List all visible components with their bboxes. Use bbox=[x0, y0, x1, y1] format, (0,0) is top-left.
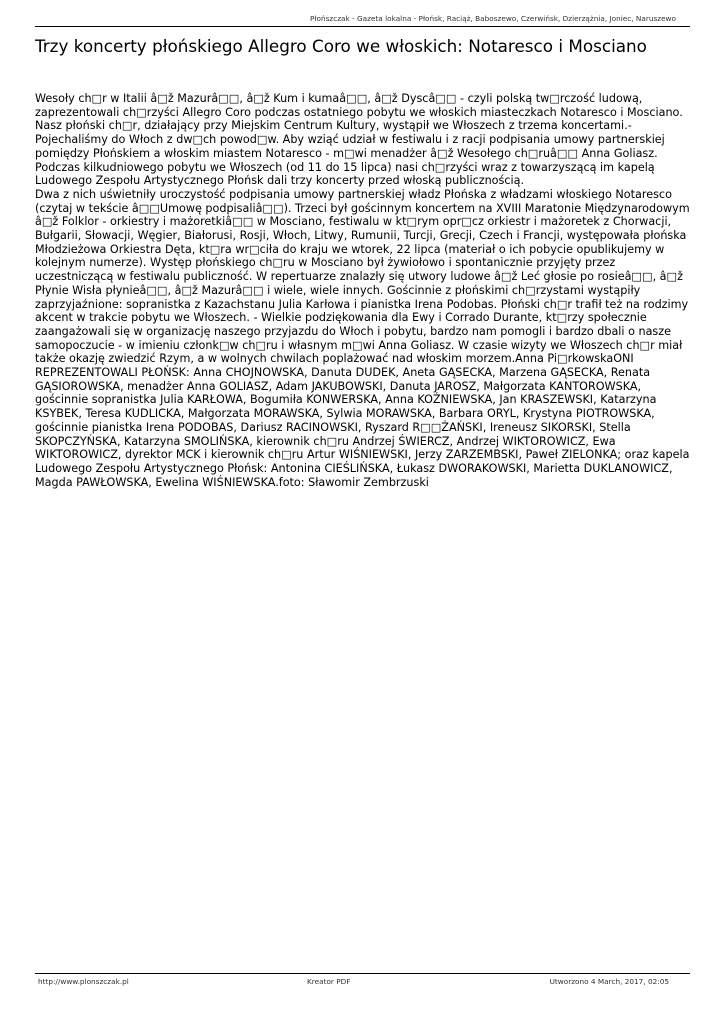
article-paragraph: Dwa z nich uświetniły uroczystość podpisania umowy partnerskiej władz Płońska z władzami włoskiego Notaresco (czytaj w tekście â□□Umowę podpisaliâ□□). Trzeci był gościnnym koncertem na XVIII Maratonie Międzynarodowym â□ž Folklor - orkiestry i mażoretkiâ□□ w Mosciano, festiwalu w kt□rym opr□cz orkiestr i mażoretek z Chorwacji, Bułgarii, Słowacji, Węgier, Białorusi, Rosji, Włoch, Litwy, Rumunii, Turcji, Grecji, Czech i Francji, występowała płońska Młodzieżowa Orkiestra Dęta, kt□ra wr□ciła do kraju we wtorek, 22 lipca (materiał o ich pobycie opublikujemy w kolejnym numerze). Występ płońskiego ch□ru w Mosciano był żywiołowo i spontanicznie przyjęty przez uczestniczącą w festiwalu publiczność. W repertuarze znalazły się utwory ludowe â□ž Leć głosie po rosieâ□□, â□ž Płynie Wisła płynieâ□□, â□ž Mazurâ□□ i wiele, wiele innych. Gościnnie z płońskimi ch□rzystami wystąpiły zaprzyjaźnione: sopranistka z Kazachstanu Julia Karłowa i pianistka Irena Podobas. Płoński ch□r trafił też na rodzimy akcent w trakcie pobytu we Włoszech. - Wielkie podziękowania dla Ewy i Corrado Durante, kt□rzy społecznie zaangażowali się w organizację naszego przyjazdu do Włoch i pobytu, bardzo nam pomogli i bardzo dbali o nasze samopoczucie - w imieniu członk□w ch□ru i własnym m□wi Anna Goliasz. W czasie wizyty we Włoszech ch□r miał także okazję zwiedzić Rzym, a w wolnych chwilach poplażować nad włoskim morzem.Anna Pi□rkowskaONI REPREZENTOWALI PŁOŃSK: Anna CHOJNOWSKA, Danuta DUDEK, Aneta GĄSECKA, Marzena GĄSECKA, Renata GĄSIOROWSKA, menadżer Anna GOLIASZ, Adam JAKUBOWSKI, Danuta JAROSZ, Małgorzata KANTOROWSKA, gościnnie sopranistka Julia KARŁOWA, Bogumiła KONWERSKA, Anna KOŹNIEWSKA, Jan KRASZEWSKI, Katarzyna KSYBEK, Teresa KUDLICKA, Małgorzata MORAWSKA, Sylwia MORAWSKA, Barbara ORYL, Krystyna PIOTROWSKA, gościnnie pianistka Irena PODOBAS, Dariusz RACINOWSKI, Ryszard R□□ŻAŃSKI, Ireneusz SIKORSKI, Stella SKOPCZYŃSKA, Katarzyna SMOLIŃSKA, kierownik ch□ru Andrzej ŚWIERCZ, Andrzej WIKTOROWICZ, Ewa WIKTOROWICZ, dyrektor MCK i kierownik ch□ru Artur WIŚNIEWSKI, Jerzy ZARZEMBSKI, Paweł ZIELONKA; oraz kapela Ludowego Zespołu Artystycznego Płońsk: Antonina CIEŚLIŃSKA, Łukasz DWORAKOWSKI, Marietta DUKLANOWICZ, Magda PAWŁOWSKA, Ewelina WIŚNIEWSKA.foto: Sławomir Zembrzuski bbox=[35, 187, 690, 489]
header-divider bbox=[35, 26, 690, 27]
article-body bbox=[35, 92, 695, 489]
footer-created-timestamp: Utworzono 4 March, 2017, 02:05 bbox=[549, 977, 669, 986]
footer-generator: Kreator PDF bbox=[307, 977, 351, 986]
footer-site-link[interactable]: http://www.plonszczak.pl bbox=[38, 977, 129, 986]
site-header: Płońszczak - Gazeta lokalna - Płońsk, Raciąż, Baboszewo, Czerwińsk, Dzierzążnia, Joniec, Naruszewo bbox=[310, 14, 676, 23]
page-title: Trzy koncerty płońskiego Allegro Coro we włoskich: Notaresco i Mosciano bbox=[35, 36, 647, 56]
footer-divider bbox=[35, 973, 690, 974]
article-paragraph: Wesoły ch□r w Italii â□ž Mazurâ□□, â□ž Kum i kumaâ□□, â□ž Dyscâ□□ - czyli polską tw□rczość ludową, zaprezentowali ch□rzyści Allegro Coro podczas ostatniego pobytu we włoskich miasteczkach Notaresco i Mosciano. Nasz płoński ch□r, działający przy Miejskim Centrum Kultury, wystąpił we Włoszech z trzema koncertami.- Pojechaliśmy do Włoch z dw□ch powod□w. Aby wziąć udział w festiwalu i z racji podpisania umowy partnerskiej pomiędzy Płońskiem a włoskim miastem Notaresco - m□wi menadżer â□ž Wesołego ch□ruâ□□ Anna Goliasz. Podczas kilkudniowego pobytu we Włoszech (od 11 do 15 lipca) nasi ch□rzyści wraz z towarzyszącą im kapelą Ludowego Zespołu Artystycznego Płońsk dali trzy koncerty przed włoską publicznością. bbox=[35, 92, 683, 188]
